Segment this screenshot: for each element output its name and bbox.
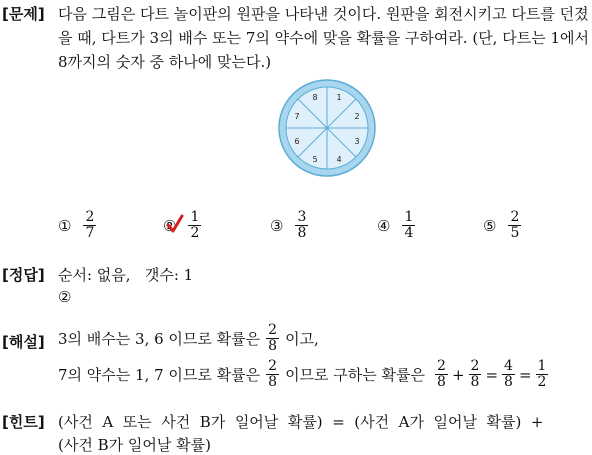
choice-4[interactable] <box>377 210 417 241</box>
sector-label-3: 3 <box>354 137 360 146</box>
choice-4-marker: ④ <box>377 216 391 235</box>
choice-2-marker: ② <box>163 217 176 235</box>
answer-tag: [정답] <box>2 266 45 284</box>
choice-1[interactable] <box>58 210 98 241</box>
answer-line-1: 순서: 없음, 갯수: 1 <box>58 266 194 284</box>
sector-label-7: 7 <box>294 112 300 121</box>
sector-label-6: 6 <box>294 137 300 146</box>
problem-line-1: 다음 그림은 다트 놀이판의 원판을 나타낸 것이다. 원판을 회전시키고 다트를 던졌 <box>58 5 589 23</box>
choice-2[interactable] <box>163 210 203 241</box>
hint-line-1: (사건 A 또는 사건 B가 일어날 확률) = (사건 A가 일어날 확률) + <box>58 413 544 431</box>
choice-5-marker: ⑤ <box>483 216 497 235</box>
choice-3-marker: ③ <box>270 216 284 235</box>
dartboard-dividers <box>286 87 368 169</box>
problem-tag: [문제] <box>2 5 45 23</box>
sector-label-1: 1 <box>336 93 342 102</box>
choice-5[interactable] <box>483 210 523 241</box>
answer-line-2: ② <box>58 288 72 306</box>
choice-3[interactable] <box>270 210 310 241</box>
hint-tag: [힌트] <box>2 413 45 431</box>
choice-4-fraction: $\frac{1}{4}$ <box>404 209 414 241</box>
sum-fraction-1: $\frac{2}{8}$ <box>437 358 446 390</box>
explanation-fraction: $\frac{2}{8}$ <box>268 358 278 390</box>
plus-sign: + <box>451 365 465 384</box>
explanation-fraction: $\frac{2}{8}$ <box>268 322 278 354</box>
choice-1-fraction: $\frac{2}{7}$ <box>85 209 95 241</box>
sector-label-8: 8 <box>312 93 318 102</box>
sum-fraction-3: $\frac{4}{8}$ <box>504 358 513 390</box>
sum-fraction-2: $\frac{2}{8}$ <box>470 358 480 390</box>
explanation-line-2: 7의 약수는 1, 7 이므로 확률은 $\frac{2}{8}$ 이므로 구하는 확률은 $\frac{2}{8}$ + $\frac{2}{8}$ = $\frac{4}{8}$ = $\frac{1}{2}$ <box>58 358 547 390</box>
choice-2-fraction: $\frac{1}{2}$ <box>190 209 200 241</box>
hint-line-2: (사건 B가 일어날 확률) <box>58 436 211 454</box>
dartboard <box>277 78 377 178</box>
problem-line-3: 8까지의 숫자 중 하나에 맞는다.) <box>58 53 272 71</box>
check-mark-icon <box>166 214 184 234</box>
explanation-line-1: 3의 배수는 3, 6 이므로 확률은 $\frac{2}{8}$ 이고, <box>58 322 319 354</box>
sector-label-2: 2 <box>354 112 360 121</box>
equals-sign-1: = <box>485 365 499 384</box>
sum-fraction-4: $\frac{1}{2}$ <box>537 358 547 390</box>
explanation-tag: [해설] <box>2 333 45 351</box>
choice-3-fraction: $\frac{3}{8}$ <box>297 209 307 241</box>
choice-1-marker: ① <box>58 216 72 235</box>
sector-label-5: 5 <box>312 155 318 164</box>
problem-line-2: 을 때, 다트가 3의 배수 또는 7의 약수에 맞을 확률을 구하여라. (단, 다트는 1에서 <box>58 29 589 47</box>
equals-sign-2: = <box>518 365 532 384</box>
sector-label-4: 4 <box>336 155 342 164</box>
choice-5-fraction: $\frac{2}{5}$ <box>510 209 520 241</box>
